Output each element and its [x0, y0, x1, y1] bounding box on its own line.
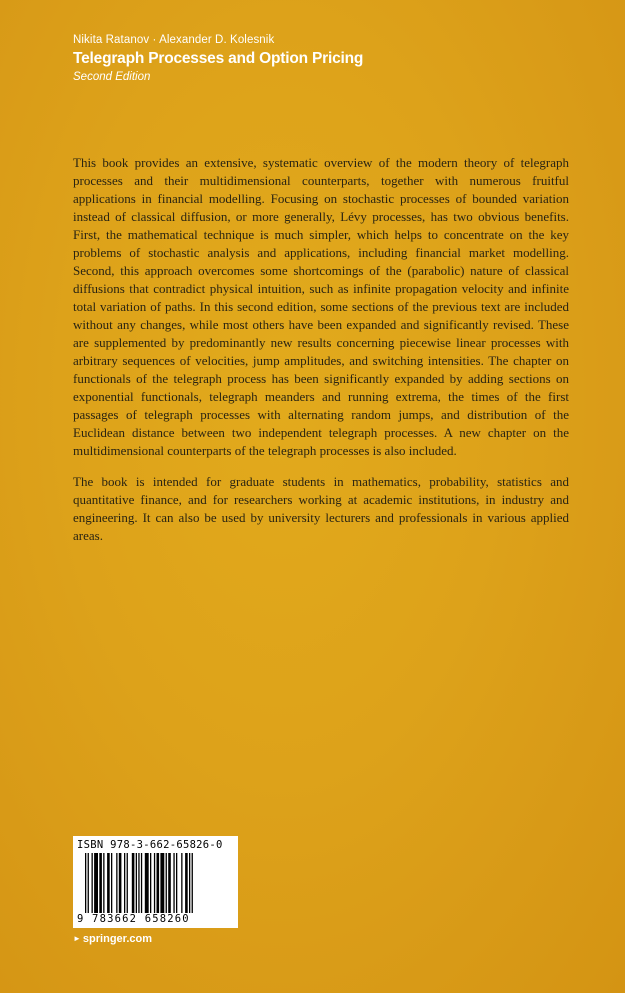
blurb-paragraph-1: This book provides an extensive, systematic overview of the modern theory of telegraph processes and their multidimensional counterparts, together with numerous fruitful applications in financial modelling. Focusing on stochastic processes of bounded variation instead of classical diffusion, or more generally, Lévy processes, has two obvious benefits. First, the mathematical technique is much simpler, which helps to concentrate on the key problems of stochastic analysis and applications, including financial market modelling. Second, this approach overcomes some shortcomings of the (parabolic) nature of classical diffusions that contradict physical intuition, such as infinite propagation velocity and infinite total variation of paths. In this second edition, some sections of the previous text are included without any changes, while most others have been expanded and significantly revised. These are supplemented by predominantly new results concerning piecewise linear processes with arbitrary sequences of velocities, jump amplitudes, and switching intensities. The chapter on functionals of the telegraph process has been significantly expanded by adding sections on exponential functionals, telegraph meanders and running extrema, the times of the first passages of telegraph processes with alternating random jumps, and distribution of the Euclidean distance between two independent telegraph processes. A new chapter on the multidimensional counterparts of the telegraph processes is also included.	[73, 155, 569, 458]
barcode-icon	[77, 853, 235, 913]
book-title: Telegraph Processes and Option Pricing	[73, 50, 364, 67]
cover-header	[73, 34, 553, 83]
isbn-barcode	[73, 836, 238, 928]
arrow-right-icon: ►	[73, 934, 81, 943]
publisher-url: springer.com	[82, 933, 152, 945]
publisher-link[interactable]	[73, 933, 152, 945]
back-cover-blurb	[73, 154, 569, 558]
isbn-label: ISBN 978-3-662-65826-0	[77, 839, 223, 851]
barcode-digits: 9 783662 658260	[77, 913, 190, 925]
blurb-paragraph-2: The book is intended for graduate students in mathematics, probability, statistics and quantitative finance, and for researchers working at academic institutions, in industry and engineering. It can also be used by university lecturers and professionals in various applied areas.	[73, 474, 569, 543]
book-edition: Second Edition	[73, 71, 151, 83]
book-authors: Nikita Ratanov · Alexander D. Kolesnik	[73, 34, 275, 46]
